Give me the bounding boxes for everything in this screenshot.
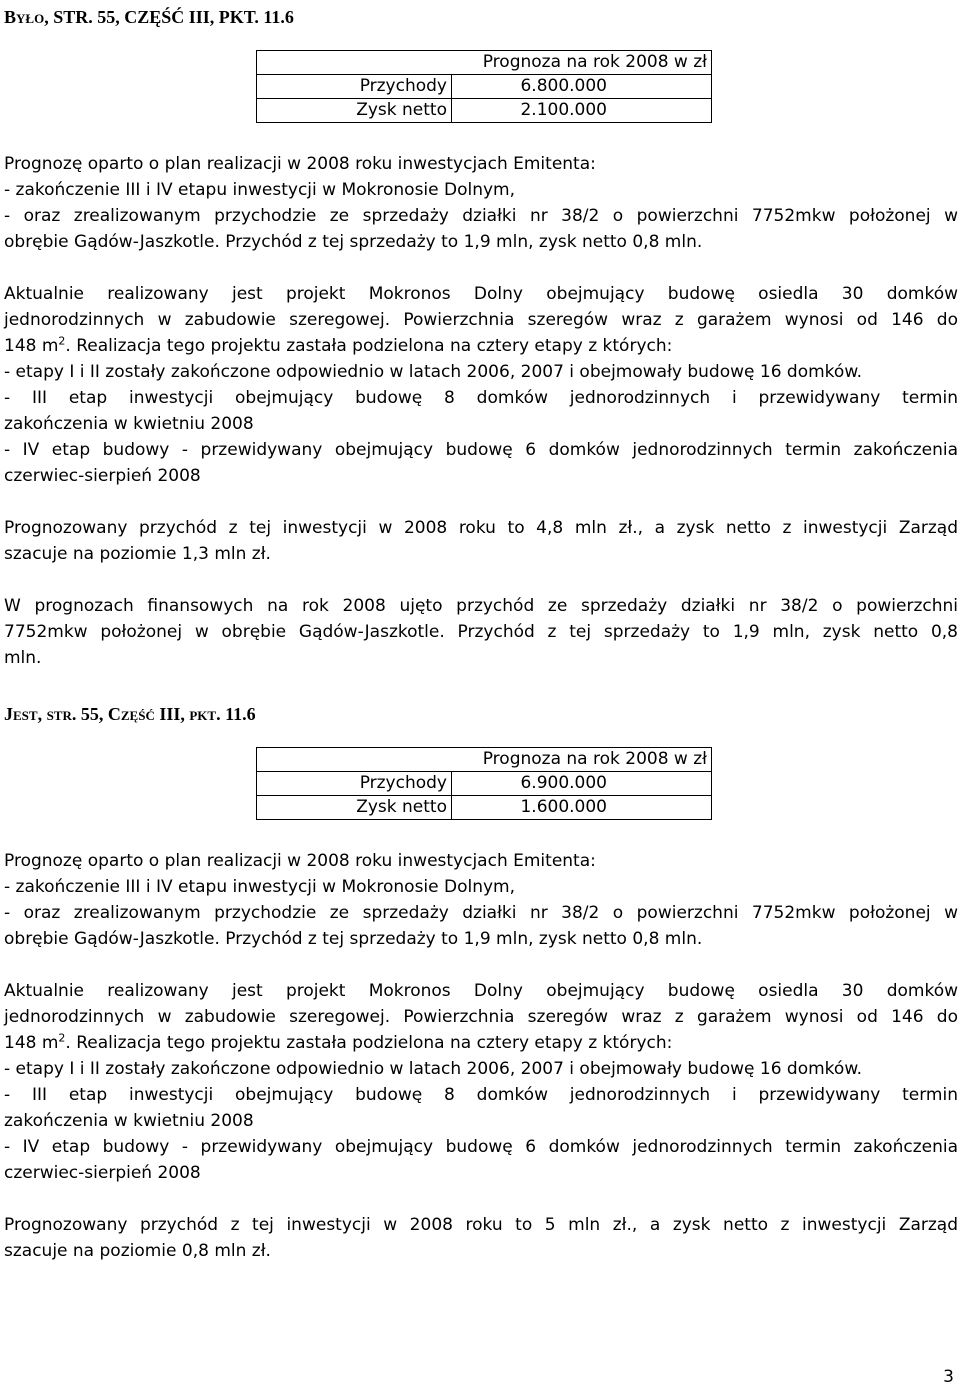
table-row [257,75,712,99]
paragraph-forecast-basis [4,848,958,952]
text-line: - zakończenie III i IV etapu inwestycji w Mokronosie Dolnym, [4,180,516,200]
row-value-cell [452,75,712,99]
paragraph-revenue [4,515,958,567]
forecast-table [256,50,712,123]
section-jest [4,701,958,1264]
paragraph-project [4,281,958,489]
table-header: Prognoza na rok 2008 w zł [257,748,712,772]
text-line: - III etap inwestycji obejmujący budowę 8 domków jednorodzinnych i przewidywany termin [4,1085,958,1105]
text-line: mln. [4,648,42,668]
heading-text: ZĘŚĆ [120,708,155,723]
section-byl [4,4,958,671]
text-line [4,333,958,359]
text-line: zakończenia w kwietniu 2008 [4,1111,254,1131]
text-line: zakończenia w kwietniu 2008 [4,414,254,434]
paragraph-financial-forecast [4,593,958,671]
table-header: Prognoza na rok 2008 w zł [257,51,712,75]
row-label: Przychody [257,75,452,99]
row-value-cell [452,796,712,820]
text-fragment: 148 m [4,336,59,356]
page-number: 3 [943,1367,954,1387]
forecast-table-wrap [256,50,958,123]
forecast-table [256,747,712,820]
text-fragment: . Realizacja tego projektu zastała podzielona na cztery etapy z których: [65,336,673,356]
text-line: jednorodzinnych w zabudowie szeregowej. Powierzchnia szeregów wraz z garażem wynosi od 146 do [4,1007,958,1027]
heading-text: B [4,7,17,27]
text-line: Aktualnie realizowany jest projekt Mokronos Dolny obejmujący budowę osiedla 30 domków [4,981,958,1001]
text-line: Prognozowany przychód z tej inwestycji w 2008 roku to 4,8 mln zł., a zysk netto z inwestycji Zarząd [4,518,958,538]
section-heading [4,4,958,30]
text-line: obrębie Gądów-Jaszkotle. Przychód z tej sprzedaży to 1,9 mln, zysk netto 0,8 mln. [4,232,703,252]
text-line: Prognozowany przychód z tej inwestycji w 2008 roku to 5 mln zł., a zysk netto z inwestycji Zarząd [4,1215,958,1235]
text-line: - oraz zrealizowanym przychodzie ze sprzedaży działki nr 38/2 o powierzchni 7752mkw położonej w [4,903,958,923]
text-line: jednorodzinnych w zabudowie szeregowej. Powierzchnia szeregów wraz z garażem wynosi od 146 do [4,310,958,330]
text-line: szacuje na poziomie 1,3 mln zł. [4,544,271,564]
text-line: Prognozę oparto o plan realizacji w 2008 roku inwestycjach Emitenta: [4,851,596,871]
heading-text: . 11.6 [216,704,256,724]
table-header-row [257,51,712,75]
text-line: W prognozach finansowych na rok 2008 ujęto przychód ze sprzedaży działki nr 38/2 o powierzchni [4,596,958,616]
paragraph-revenue [4,1212,958,1264]
text-line: - etapy I i II zostały zakończone odpowiednio w latach 2006, 2007 i obejmowały budowę 16 domków. [4,1059,863,1079]
section-heading [4,701,958,727]
text-line: obrębie Gądów-Jaszkotle. Przychód z tej sprzedaży to 1,9 mln, zysk netto 0,8 mln. [4,929,703,949]
text-line: - zakończenie III i IV etapu inwestycji w Mokronosie Dolnym, [4,877,516,897]
heading-text: , STR. 55, CZĘŚĆ III, PKT. 11.6 [44,7,294,27]
text-line: - III etap inwestycji obejmujący budowę 8 domków jednorodzinnych i przewidywany termin [4,388,958,408]
text-line: czerwiec-sierpień 2008 [4,1163,201,1183]
row-value: 6.800.000 [520,76,607,96]
superscript: 2 [58,334,66,348]
text-line: szacuje na poziomie 0,8 mln zł. [4,1241,271,1261]
heading-text: III, [154,704,190,724]
table-header-row [257,748,712,772]
table-row [257,99,712,123]
text-line [4,1030,958,1056]
heading-text: PKT [189,708,217,723]
document-page [4,4,958,1264]
text-line: Prognozę oparto o plan realizacji w 2008 roku inwestycjach Emitenta: [4,154,596,174]
superscript: 2 [58,1031,66,1045]
paragraph-forecast-basis [4,151,958,255]
heading-text: , [37,704,47,724]
row-value-cell [452,99,712,123]
text-line: - IV etap budowy - przewidywany obejmujący budowę 6 domków jednorodzinnych termin zakończenia [4,1137,958,1157]
text-line: Aktualnie realizowany jest projekt Mokronos Dolny obejmujący budowę osiedla 30 domków [4,284,958,304]
heading-text: J [4,704,13,724]
table-row [257,796,712,820]
row-value: 6.900.000 [520,773,607,793]
heading-text: . 55, C [71,704,121,724]
row-value: 2.100.000 [520,100,607,120]
row-label: Zysk netto [257,99,452,123]
row-label: Zysk netto [257,796,452,820]
text-line: - IV etap budowy - przewidywany obejmujący budowę 6 domków jednorodzinnych termin zakończenia [4,440,958,460]
heading-text: YŁO [16,11,45,26]
row-label: Przychody [257,772,452,796]
table-row [257,772,712,796]
text-line: 7752mkw położonej w obrębie Gądów-Jaszkotle. Przychód z tej sprzedaży to 1,9 mln, zysk netto 0,8 [4,622,958,642]
row-value: 1.600.000 [520,797,607,817]
text-fragment: . Realizacja tego projektu zastała podzielona na cztery etapy z których: [65,1033,673,1053]
text-line: czerwiec-sierpień 2008 [4,466,201,486]
heading-text: EST [13,708,38,723]
text-line: - etapy I i II zostały zakończone odpowiednio w latach 2006, 2007 i obejmowały budowę 16 domków. [4,362,863,382]
text-line: - oraz zrealizowanym przychodzie ze sprzedaży działki nr 38/2 o powierzchni 7752mkw położonej w [4,206,958,226]
heading-text: STR [46,708,72,723]
paragraph-project [4,978,958,1186]
forecast-table-wrap [256,747,958,820]
text-fragment: 148 m [4,1033,59,1053]
row-value-cell [452,772,712,796]
